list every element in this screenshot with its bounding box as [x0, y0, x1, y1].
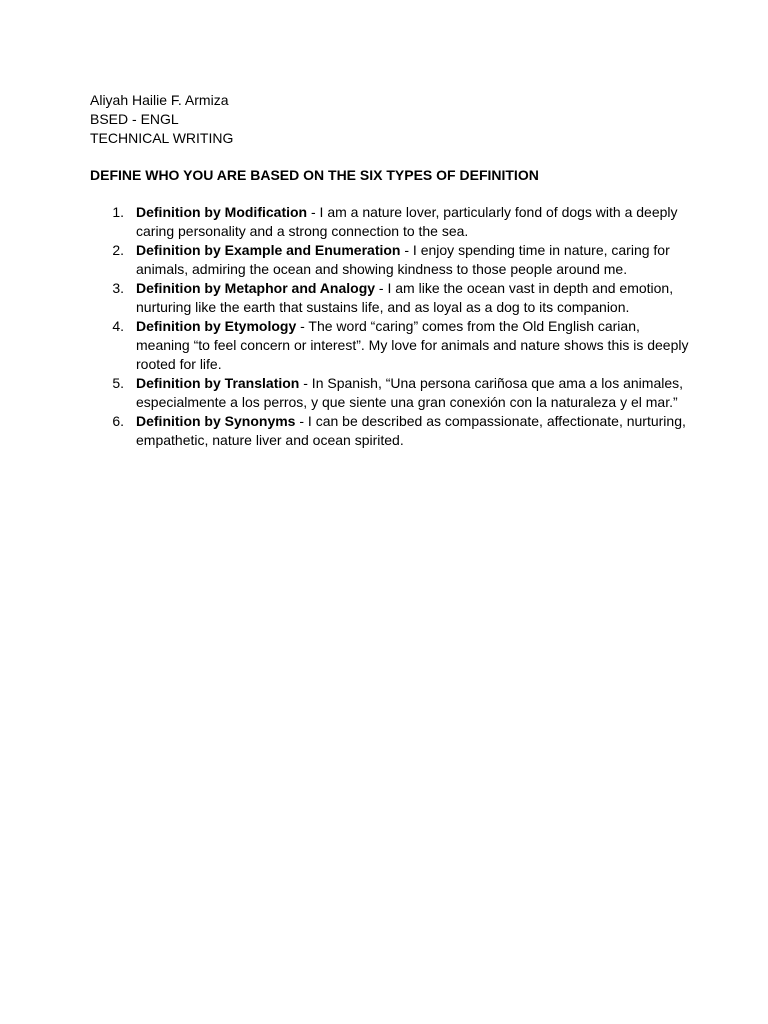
- definition-text: - I am a nature lover, particularly fond of dogs with a deeply caring personality and a strong connection to the sea.: [136, 204, 678, 239]
- list-item-number: 4.: [112, 318, 124, 334]
- list-item: [90, 203, 690, 241]
- definition-list: [90, 203, 690, 450]
- document-header: [90, 91, 690, 148]
- definition-term: Definition by Translation: [136, 375, 300, 391]
- list-item-number: 1.: [112, 204, 124, 220]
- list-item-number: 2.: [112, 242, 124, 258]
- document-title: DEFINE WHO YOU ARE BASED ON THE SIX TYPES OF DEFINITION: [90, 167, 539, 183]
- definition-term: Definition by Synonyms: [136, 413, 296, 429]
- definition-term: Definition by Modification: [136, 204, 308, 220]
- definition-text: - I can be described as compassionate, affectionate, nurturing, empathetic, nature liver and ocean spirited.: [136, 413, 686, 448]
- definition-term: Definition by Metaphor and Analogy: [136, 280, 376, 296]
- list-item: [90, 412, 690, 450]
- list-item: [90, 374, 690, 412]
- definition-term: Definition by Example and Enumeration: [136, 242, 401, 258]
- list-item: [90, 279, 690, 317]
- subject-name: TECHNICAL WRITING: [90, 130, 234, 146]
- course-name: BSED - ENGL: [90, 111, 179, 127]
- list-item: [90, 317, 690, 374]
- list-item-number: 3.: [112, 280, 124, 296]
- definition-text: - I am like the ocean vast in depth and emotion, nurturing like the earth that sustains life, and as loyal as a dog to its companion.: [136, 280, 674, 315]
- definition-text: - I enjoy spending time in nature, caring for animals, admiring the ocean and showing kindness to those people around me.: [136, 242, 670, 277]
- definition-text: - In Spanish, “Una persona cariñosa que ama a los animales, especialmente a los perros, y que siente una gran conexión con la naturaleza y el mar.”: [136, 375, 684, 410]
- author-name: Aliyah Hailie F. Armiza: [90, 92, 229, 108]
- list-item: [90, 241, 690, 279]
- document-page: [90, 91, 690, 450]
- list-item-number: 6.: [112, 413, 124, 429]
- definition-term: Definition by Etymology: [136, 318, 297, 334]
- list-item-number: 5.: [112, 375, 124, 391]
- definition-text: - The word “caring” comes from the Old English carian, meaning “to feel concern or interest”. My love for animals and nature shows this is deeply rooted for life.: [136, 318, 689, 372]
